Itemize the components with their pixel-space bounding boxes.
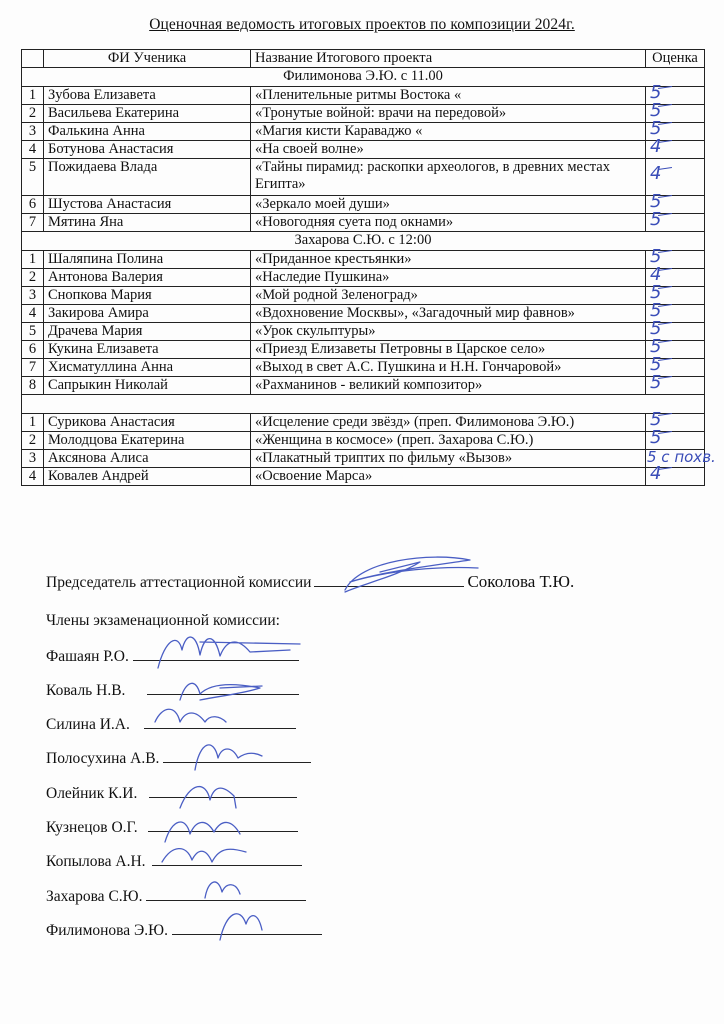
member-name: Фашаян Р.О. (46, 648, 129, 665)
member-name: Кузнецов О.Г. (46, 819, 138, 836)
grade-cell (646, 159, 705, 196)
row-number: 7 (22, 359, 44, 377)
section-heading (22, 395, 705, 414)
table-row (22, 468, 705, 486)
member-name: Филимонова Э.Ю. (46, 922, 168, 939)
section-heading-row (22, 232, 705, 251)
header-project: Название Итогового проекта (251, 50, 646, 68)
member-name: Коваль Н.В. (46, 682, 126, 699)
row-number: 2 (22, 105, 44, 123)
grade-cell (646, 463, 705, 486)
header-num (22, 50, 44, 68)
section-heading-row (22, 68, 705, 87)
signature-line (147, 680, 299, 695)
student-name: Мятина Яна (44, 214, 251, 232)
row-number: 3 (22, 450, 44, 468)
signature-line (163, 748, 311, 763)
row-number: 5 (22, 323, 44, 341)
student-name: Фалькина Анна (44, 123, 251, 141)
table-row (22, 214, 705, 232)
handwritten-grade: 5 (650, 82, 662, 103)
member-line (46, 748, 311, 768)
project-title: «Женщина в космосе» (преп. Захарова С.Ю.) (251, 432, 646, 450)
member-name: Силина И.А. (46, 716, 130, 733)
student-name: Молодцова Екатерина (44, 432, 251, 450)
header-grade: Оценка (646, 50, 705, 68)
student-name: Закирова Амира (44, 305, 251, 323)
handwritten-grade: 5 (650, 118, 662, 139)
table-row (22, 105, 705, 123)
member-name: Олейник К.И. (46, 785, 138, 802)
project-title: «Плакатный триптих по фильму «Вызов» (251, 450, 646, 468)
row-number: 7 (22, 214, 44, 232)
table-header-row (22, 50, 705, 68)
member-line (46, 783, 297, 803)
handwritten-grade: 5 с похв. (647, 448, 716, 466)
member-line (46, 646, 299, 666)
handwritten-grade: 5 (650, 427, 662, 448)
project-title: «Рахманинов - великий композитор» (251, 377, 646, 395)
signature-line (314, 571, 464, 587)
member-line (46, 851, 302, 871)
grade-cell (646, 136, 705, 159)
table-row (22, 287, 705, 305)
table-row (22, 159, 705, 196)
section-heading: Захарова С.Ю. с 12:00 (22, 232, 705, 251)
table-row (22, 305, 705, 323)
table-row (22, 141, 705, 159)
row-number: 6 (22, 341, 44, 359)
handwritten-grade: 5 (650, 282, 662, 303)
project-title: «Приезд Елизаветы Петровны в Царское село» (251, 341, 646, 359)
row-number: 8 (22, 377, 44, 395)
row-number: 4 (22, 468, 44, 486)
member-name: Копылова А.Н. (46, 853, 146, 870)
project-title: «Тронутые войной: врачи на передовой» (251, 105, 646, 123)
section-heading-row (22, 395, 705, 414)
project-title: «Мой родной Зеленоград» (251, 287, 646, 305)
student-name: Хисматуллина Анна (44, 359, 251, 377)
header-student: ФИ Ученика (44, 50, 251, 68)
table-row (22, 87, 705, 105)
project-title: «Новогодняя суета под окнами» (251, 214, 646, 232)
handwritten-grade: 5 (650, 246, 662, 267)
project-title: «Вдохновение Москвы», «Загадочный мир фавнов» (251, 305, 646, 323)
signature-line (152, 851, 302, 866)
row-number: 1 (22, 414, 44, 432)
row-number: 6 (22, 196, 44, 214)
student-name: Пожидаева Влада (44, 159, 251, 196)
row-number: 2 (22, 432, 44, 450)
table-row (22, 341, 705, 359)
student-name: Ковалев Андрей (44, 468, 251, 486)
member-name: Полосухина А.В. (46, 750, 160, 767)
signature-line (172, 920, 322, 935)
student-name: Сурикова Анастасия (44, 414, 251, 432)
row-number: 3 (22, 123, 44, 141)
signature-line (133, 646, 299, 661)
student-name: Зубова Елизавета (44, 87, 251, 105)
handwritten-grade: 4 (650, 136, 662, 157)
handwritten-grade: 4 (650, 163, 662, 184)
project-title: «Пленительные ритмы Востока « (251, 87, 646, 105)
row-number: 1 (22, 251, 44, 269)
table-row (22, 323, 705, 341)
table-row (22, 414, 705, 432)
table-row (22, 251, 705, 269)
project-title: «Урок скульптуры» (251, 323, 646, 341)
student-name: Драчева Мария (44, 323, 251, 341)
handwritten-grade: 4 (650, 463, 662, 484)
signature-line (144, 714, 296, 729)
grade-cell (646, 209, 705, 232)
student-name: Шаляпина Полина (44, 251, 251, 269)
project-title: «Выход в свет А.С. Пушкина и Н.Н. Гончаровой» (251, 359, 646, 377)
member-line (46, 714, 296, 734)
project-title: «Магия кисти Караваджо « (251, 123, 646, 141)
grades-table (21, 49, 716, 486)
row-number: 4 (22, 305, 44, 323)
member-line (46, 920, 322, 940)
student-name: Снопкова Мария (44, 287, 251, 305)
row-number: 4 (22, 141, 44, 159)
chairman-line (46, 571, 574, 592)
member-line (46, 817, 298, 837)
handwritten-grade: 5 (650, 191, 662, 212)
row-number: 1 (22, 87, 44, 105)
handwritten-grade: 5 (650, 354, 662, 375)
signature-line (146, 886, 306, 901)
members-heading: Члены экзаменационной комиссии: (46, 612, 280, 629)
table-row (22, 359, 705, 377)
student-name: Шустова Анастасия (44, 196, 251, 214)
project-title: «Тайны пирамид: раскопки археологов, в древних местах Египта» (251, 159, 646, 196)
section-heading: Филимонова Э.Ю. с 11.00 (22, 68, 705, 87)
table-row (22, 432, 705, 450)
member-line (46, 886, 306, 906)
student-name: Сапрыкин Николай (44, 377, 251, 395)
document-title: Оценочная ведомость итоговых проектов по композиции 2024г. (149, 16, 575, 33)
chairman-label: Председатель аттестационной комиссии (46, 574, 312, 591)
table-row (22, 377, 705, 395)
signature-line (149, 783, 297, 798)
table-row (22, 269, 705, 287)
handwritten-grade: 5 (650, 100, 662, 121)
row-number: 3 (22, 287, 44, 305)
student-name: Кукина Елизавета (44, 341, 251, 359)
project-title: «Освоение Марса» (251, 468, 646, 486)
chairman-name: Соколова Т.Ю. (467, 572, 575, 591)
table-row (22, 123, 705, 141)
handwritten-grade: 4 (650, 264, 662, 285)
grade-cell (646, 372, 705, 395)
handwritten-grade: 5 (650, 318, 662, 339)
table-row (22, 196, 705, 214)
row-number: 2 (22, 269, 44, 287)
member-name: Захарова С.Ю. (46, 888, 143, 905)
student-name: Васильева Екатерина (44, 105, 251, 123)
handwritten-grade: 5 (650, 336, 662, 357)
handwritten-grade: 5 (650, 209, 662, 230)
grade-cell (646, 427, 705, 450)
student-name: Антонова Валерия (44, 269, 251, 287)
handwritten-grade: 5 (650, 372, 662, 393)
student-name: Аксянова Алиса (44, 450, 251, 468)
table-row (22, 450, 705, 468)
handwritten-grade: 5 (650, 409, 662, 430)
project-title: «Зеркало моей души» (251, 196, 646, 214)
project-title: «Наследие Пушкина» (251, 269, 646, 287)
member-line (46, 680, 299, 700)
project-title: «Исцеление среди звёзд» (преп. Филимонова Э.Ю.) (251, 414, 646, 432)
row-number: 5 (22, 159, 44, 196)
signature-line (148, 817, 298, 832)
project-title: «Приданное крестьянки» (251, 251, 646, 269)
handwritten-grade: 5 (650, 300, 662, 321)
student-name: Ботунова Анастасия (44, 141, 251, 159)
project-title: «На своей волне» (251, 141, 646, 159)
